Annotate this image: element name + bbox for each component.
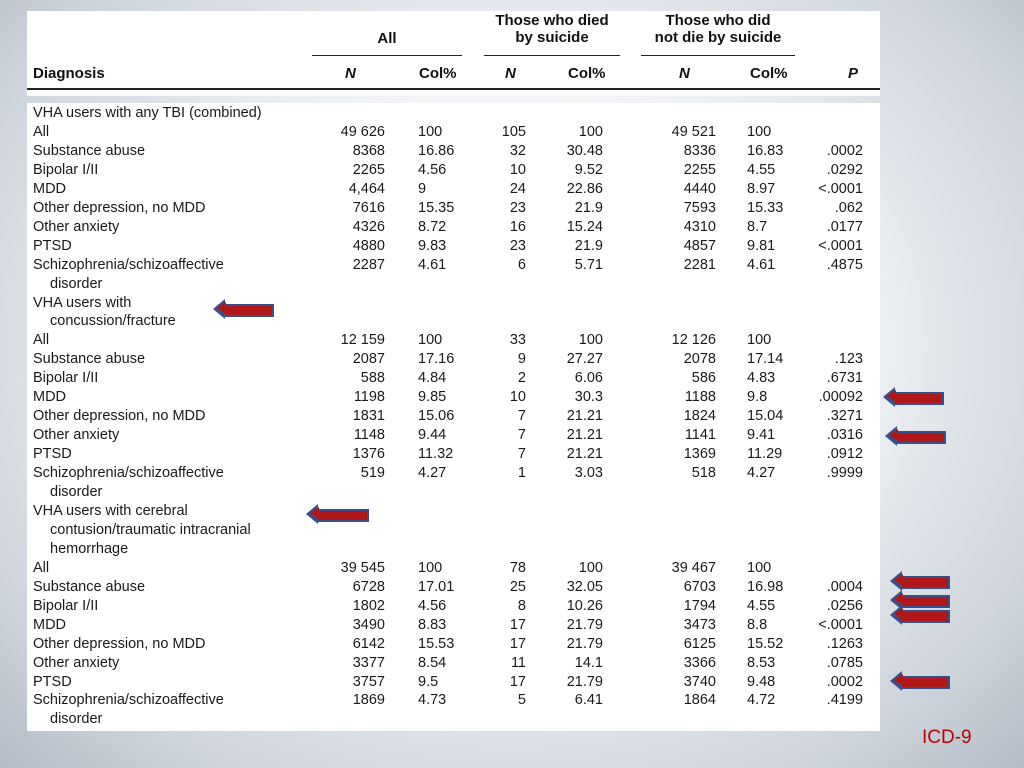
cell-n-died: 78 (509, 559, 526, 576)
cell-col-all: 8.83 (418, 616, 447, 633)
cell-col-not: 4.72 (747, 692, 776, 709)
row-label: MDD (33, 180, 67, 197)
group-header-died-line2: by suicide (515, 29, 589, 46)
cell-n-all: 2087 (352, 351, 385, 368)
arrow-cerebral (318, 509, 369, 522)
row-label: PTSD (33, 237, 72, 254)
table-header (27, 11, 880, 96)
row-label: Schizophrenia/schizoaffective (33, 465, 224, 482)
cell-n-not: 1794 (683, 597, 716, 614)
cell-n-not: 3473 (683, 616, 716, 633)
table-row (27, 616, 880, 635)
cell-n-all: 1198 (353, 389, 385, 406)
table-row (27, 673, 880, 692)
cell-col-not: 9.41 (747, 427, 776, 444)
cell-col-died: 10.26 (566, 597, 603, 614)
cell-col-not: 16.98 (747, 578, 784, 595)
cell-col-all: 9 (418, 180, 427, 197)
cell-n-not: 8336 (683, 142, 716, 159)
row-label: Substance abuse (33, 351, 146, 368)
table-row (27, 256, 880, 275)
cell-col-died: 22.86 (566, 180, 603, 197)
cell-col-all: 4.27 (418, 465, 447, 482)
cell-n-died: 10 (509, 161, 526, 178)
table-row (27, 559, 880, 578)
cell-p: .4875 (826, 256, 863, 273)
row-label: Other depression, no MDD (33, 635, 206, 652)
cell-col-died: 21.21 (566, 427, 603, 444)
cell-n-not: 518 (691, 465, 716, 482)
cell-n-died: 8 (517, 597, 526, 614)
cell-col-not: 9.81 (747, 237, 776, 254)
cell-col-not: 4.55 (747, 597, 776, 614)
group-underline-all (312, 55, 462, 56)
table-row (27, 654, 880, 673)
table-row (27, 388, 880, 407)
cell-p: .0002 (826, 673, 863, 690)
arrow-anxiety-concussion (897, 431, 946, 444)
cell-n-not: 1141 (684, 427, 716, 444)
cell-n-not: 1369 (683, 446, 716, 463)
cell-col-not: 4.55 (747, 161, 776, 178)
row-label: Substance abuse (33, 578, 146, 595)
group-header-all: All (377, 30, 397, 47)
cell-col-all: 17.16 (418, 351, 455, 368)
table-row (27, 199, 880, 218)
group-underline-died (484, 55, 620, 56)
section-label: VHA users with any TBI (combined) (33, 105, 262, 121)
cell-col-all: 15.53 (418, 635, 455, 652)
row-label: All (33, 559, 50, 576)
cell-n-all: 3490 (352, 616, 385, 633)
cell-n-all: 2265 (352, 161, 385, 178)
row-label: Other depression, no MDD (33, 408, 206, 425)
cell-col-not: 9.48 (747, 673, 776, 690)
cell-n-not: 4310 (683, 218, 716, 235)
cell-n-all: 1376 (352, 446, 385, 463)
cell-n-died: 6 (517, 256, 526, 273)
cell-col-all: 8.54 (418, 654, 447, 671)
cell-col-not: 100 (747, 559, 772, 576)
row-label: Bipolar I/II (33, 161, 99, 178)
cell-n-all: 12 159 (340, 332, 385, 349)
cell-p: .3271 (826, 408, 863, 425)
group-header-died-line1: Those who died (495, 12, 609, 29)
cell-n-died: 16 (509, 218, 526, 235)
row-label: Schizophrenia/schizoaffective (33, 692, 224, 709)
table-row (27, 691, 880, 710)
cell-col-died: 21.21 (566, 446, 603, 463)
cell-col-all: 11.32 (418, 446, 454, 463)
cell-n-not: 39 467 (671, 559, 716, 576)
cell-n-died: 9 (517, 351, 526, 368)
cell-col-not: 11.29 (747, 446, 783, 463)
cell-col-all: 17.01 (418, 578, 455, 595)
cell-n-all: 4,464 (348, 180, 385, 197)
cell-n-died: 33 (509, 332, 526, 349)
arrow-mdd-cerebral (902, 610, 950, 623)
section-label: VHA users with (33, 294, 132, 311)
cell-col-all: 15.06 (418, 408, 455, 425)
cell-n-all: 6728 (352, 578, 385, 595)
cell-col-not: 8.8 (747, 616, 768, 633)
cell-n-died: 7 (517, 408, 526, 425)
table-row (27, 161, 880, 180)
data-table (27, 103, 880, 731)
row-label: Other anxiety (33, 218, 120, 235)
cell-col-all: 4.56 (418, 161, 447, 178)
cell-n-died: 32 (509, 142, 526, 159)
group-header-not-line2: not die by suicide (654, 29, 782, 46)
cell-p: .1263 (826, 635, 863, 652)
cell-n-died: 7 (517, 427, 526, 444)
cell-n-not: 3740 (683, 673, 716, 690)
arrow-concussion (225, 304, 274, 317)
row-label: disorder (50, 484, 103, 500)
cell-n-all: 1831 (352, 408, 385, 425)
row-label: Schizophrenia/schizoaffective (33, 256, 224, 273)
row-label: Other depression, no MDD (33, 199, 206, 216)
cell-n-died: 17 (509, 616, 526, 633)
table-row (27, 350, 880, 369)
header-bottom-rule (27, 88, 880, 90)
group-header-not-line1: Those who did (665, 12, 771, 29)
cell-col-all: 100 (418, 559, 443, 576)
table-row (27, 312, 880, 331)
row-label: disorder (50, 275, 103, 292)
cell-p: .0002 (826, 142, 863, 159)
table-row (27, 180, 880, 199)
row-label: PTSD (33, 446, 72, 463)
group-header-not (639, 12, 797, 46)
cell-col-died: 6.06 (574, 370, 603, 387)
row-label: MDD (33, 389, 67, 406)
table-row (27, 464, 880, 483)
cell-col-died: 32.05 (566, 578, 603, 595)
cell-n-all: 4880 (352, 237, 385, 254)
cell-p: .9999 (826, 465, 863, 482)
cell-p: .4199 (826, 692, 863, 709)
group-header-died (482, 12, 622, 46)
cell-n-died: 105 (501, 123, 526, 140)
cell-n-all: 7616 (352, 199, 385, 216)
cell-col-not: 4.83 (747, 370, 776, 387)
section-row (27, 294, 880, 313)
cell-n-died: 5 (517, 692, 526, 709)
table-row (27, 407, 880, 426)
cell-col-died: 9.52 (574, 161, 603, 178)
cell-p: .062 (834, 199, 863, 216)
cell-col-all: 8.72 (418, 218, 447, 235)
cell-col-died: 21.79 (566, 635, 603, 652)
cell-n-all: 2287 (352, 256, 385, 273)
row-label: Substance abuse (33, 142, 146, 159)
cell-n-not: 1864 (683, 692, 716, 709)
cell-n-not: 2255 (683, 161, 716, 178)
cell-n-not: 2281 (683, 256, 716, 273)
cell-n-all: 39 545 (340, 559, 385, 576)
row-label: PTSD (33, 673, 72, 690)
cell-n-all: 588 (360, 370, 385, 387)
cell-p: .0256 (826, 597, 863, 614)
cell-col-all: 16.86 (418, 142, 455, 159)
cell-col-not: 8.53 (747, 654, 776, 671)
cell-col-not: 15.33 (747, 199, 784, 216)
cell-n-died: 25 (509, 578, 526, 595)
cell-col-died: 3.03 (574, 465, 603, 482)
cell-col-died: 27.27 (566, 351, 603, 368)
row-label: Other anxiety (33, 654, 120, 671)
table-row (27, 578, 880, 597)
cell-n-all: 1148 (353, 427, 385, 444)
cell-col-died: 21.21 (566, 408, 603, 425)
n-all-header: N (345, 65, 356, 82)
row-label: disorder (50, 711, 103, 728)
cell-col-died: 14.1 (574, 654, 603, 671)
section-row (27, 502, 880, 521)
cell-col-all: 9.44 (418, 427, 447, 444)
cell-n-not: 586 (691, 370, 716, 387)
section-row (27, 104, 880, 123)
arrow-ptsd-cerebral (902, 676, 950, 689)
col-died-header: Col% (568, 65, 606, 82)
cell-n-all: 4326 (352, 218, 385, 235)
table-row (27, 369, 880, 388)
cell-n-all: 49 626 (340, 123, 385, 140)
cell-col-not: 17.14 (747, 351, 784, 368)
cell-p: .0292 (826, 161, 863, 178)
cell-col-died: 21.9 (574, 199, 603, 216)
cell-n-died: 2 (517, 370, 526, 387)
group-underline-not (641, 55, 795, 56)
cell-col-died: 30.3 (574, 389, 603, 406)
cell-col-all: 4.84 (418, 370, 447, 387)
cell-n-not: 3366 (683, 654, 716, 671)
table-row (27, 275, 880, 294)
cell-n-all: 519 (360, 465, 385, 482)
cell-col-died: 5.71 (574, 256, 603, 273)
cell-n-died: 7 (517, 446, 526, 463)
diagnosis-header: Diagnosis (33, 65, 105, 82)
arrow-substance-cerebral (902, 576, 950, 589)
cell-n-not: 6125 (683, 635, 716, 652)
cell-col-not: 4.61 (747, 256, 776, 273)
cell-col-died: 21.9 (574, 237, 603, 254)
table-row (27, 710, 880, 729)
row-label: concussion/fracture (50, 313, 176, 330)
cell-n-all: 3377 (352, 654, 385, 671)
footnote-icd9: ICD-9 (922, 727, 972, 748)
cell-col-all: 100 (418, 332, 443, 349)
cell-p: .0785 (826, 654, 863, 671)
cell-p: .00092 (818, 389, 863, 406)
table-row (27, 521, 880, 540)
cell-p: <.0001 (818, 616, 863, 633)
n-died-header: N (505, 65, 516, 82)
row-label: contusion/traumatic intracranial (50, 521, 251, 538)
row-label: Bipolar I/II (33, 370, 99, 387)
cell-col-not: 100 (747, 123, 772, 140)
cell-p: .0177 (826, 218, 863, 235)
table-row (27, 635, 880, 654)
row-label: Other anxiety (33, 427, 120, 444)
n-not-header: N (679, 65, 690, 82)
table-row (27, 483, 880, 502)
p-header: P (848, 65, 859, 82)
col-all-header: Col% (419, 65, 457, 82)
cell-col-all: 9.85 (418, 389, 447, 406)
cell-col-died: 100 (578, 559, 603, 576)
row-label: All (33, 332, 50, 349)
cell-p: .0316 (826, 427, 863, 444)
cell-col-died: 30.48 (566, 142, 603, 159)
cell-n-died: 17 (509, 635, 526, 652)
cell-col-all: 9.83 (418, 237, 447, 254)
cell-col-not: 16.83 (747, 142, 784, 159)
cell-n-died: 11 (510, 654, 526, 671)
cell-n-not: 1824 (683, 408, 716, 425)
cell-col-not: 8.97 (747, 180, 776, 197)
table-row (27, 237, 880, 256)
row-label: MDD (33, 616, 67, 633)
cell-n-not: 49 521 (671, 123, 716, 140)
cell-col-all: 4.56 (418, 597, 447, 614)
cell-n-not: 12 126 (671, 332, 716, 349)
cell-n-died: 24 (509, 180, 526, 197)
cell-col-died: 15.24 (566, 218, 603, 235)
cell-col-not: 15.04 (747, 408, 784, 425)
table-row (27, 142, 880, 161)
row-label: hemorrhage (50, 540, 129, 557)
cell-n-died: 10 (509, 389, 526, 406)
cell-p: <.0001 (818, 180, 863, 197)
table-row (27, 218, 880, 237)
col-not-header: Col% (750, 65, 788, 82)
cell-col-died: 21.79 (566, 616, 603, 633)
cell-col-all: 4.73 (418, 692, 447, 709)
cell-col-not: 9.8 (747, 389, 768, 406)
cell-col-died: 6.41 (574, 692, 603, 709)
cell-n-not: 1188 (684, 389, 716, 406)
cell-n-died: 23 (509, 199, 526, 216)
table-row (27, 445, 880, 464)
cell-n-all: 1869 (352, 692, 385, 709)
table-row (27, 331, 880, 350)
cell-n-died: 17 (509, 673, 526, 690)
cell-n-not: 6703 (683, 578, 716, 595)
cell-col-all: 15.35 (418, 199, 455, 216)
cell-col-died: 100 (578, 332, 603, 349)
cell-n-all: 1802 (352, 597, 385, 614)
table-row (27, 123, 880, 142)
row-label: Bipolar I/II (33, 597, 99, 614)
cell-col-all: 4.61 (418, 256, 447, 273)
table-row (27, 540, 880, 559)
cell-col-not: 100 (747, 332, 772, 349)
cell-col-not: 4.27 (747, 465, 776, 482)
cell-p: .0004 (826, 578, 863, 595)
cell-n-all: 3757 (352, 673, 385, 690)
cell-col-all: 9.5 (418, 673, 439, 690)
cell-n-all: 8368 (352, 142, 385, 159)
cell-n-died: 23 (509, 237, 526, 254)
cell-n-not: 2078 (683, 351, 716, 368)
cell-p: .6731 (826, 370, 863, 387)
cell-p: <.0001 (818, 237, 863, 254)
arrow-bipolar-cerebral (902, 595, 950, 608)
cell-col-died: 100 (578, 123, 603, 140)
cell-n-all: 6142 (352, 635, 385, 652)
row-label: All (33, 123, 50, 140)
cell-n-died: 1 (517, 465, 526, 482)
cell-n-not: 7593 (683, 199, 716, 216)
cell-col-died: 21.79 (566, 673, 603, 690)
table-row (27, 426, 880, 445)
cell-p: .123 (834, 351, 863, 368)
cell-n-not: 4857 (683, 237, 716, 254)
cell-col-not: 8.7 (747, 218, 768, 235)
cell-n-not: 4440 (683, 180, 716, 197)
cell-col-not: 15.52 (747, 635, 784, 652)
arrow-mdd-concussion (895, 392, 944, 405)
table-row (27, 597, 880, 616)
section-label: VHA users with cerebral (33, 502, 188, 519)
cell-col-all: 100 (418, 123, 443, 140)
cell-p: .0912 (826, 446, 863, 463)
